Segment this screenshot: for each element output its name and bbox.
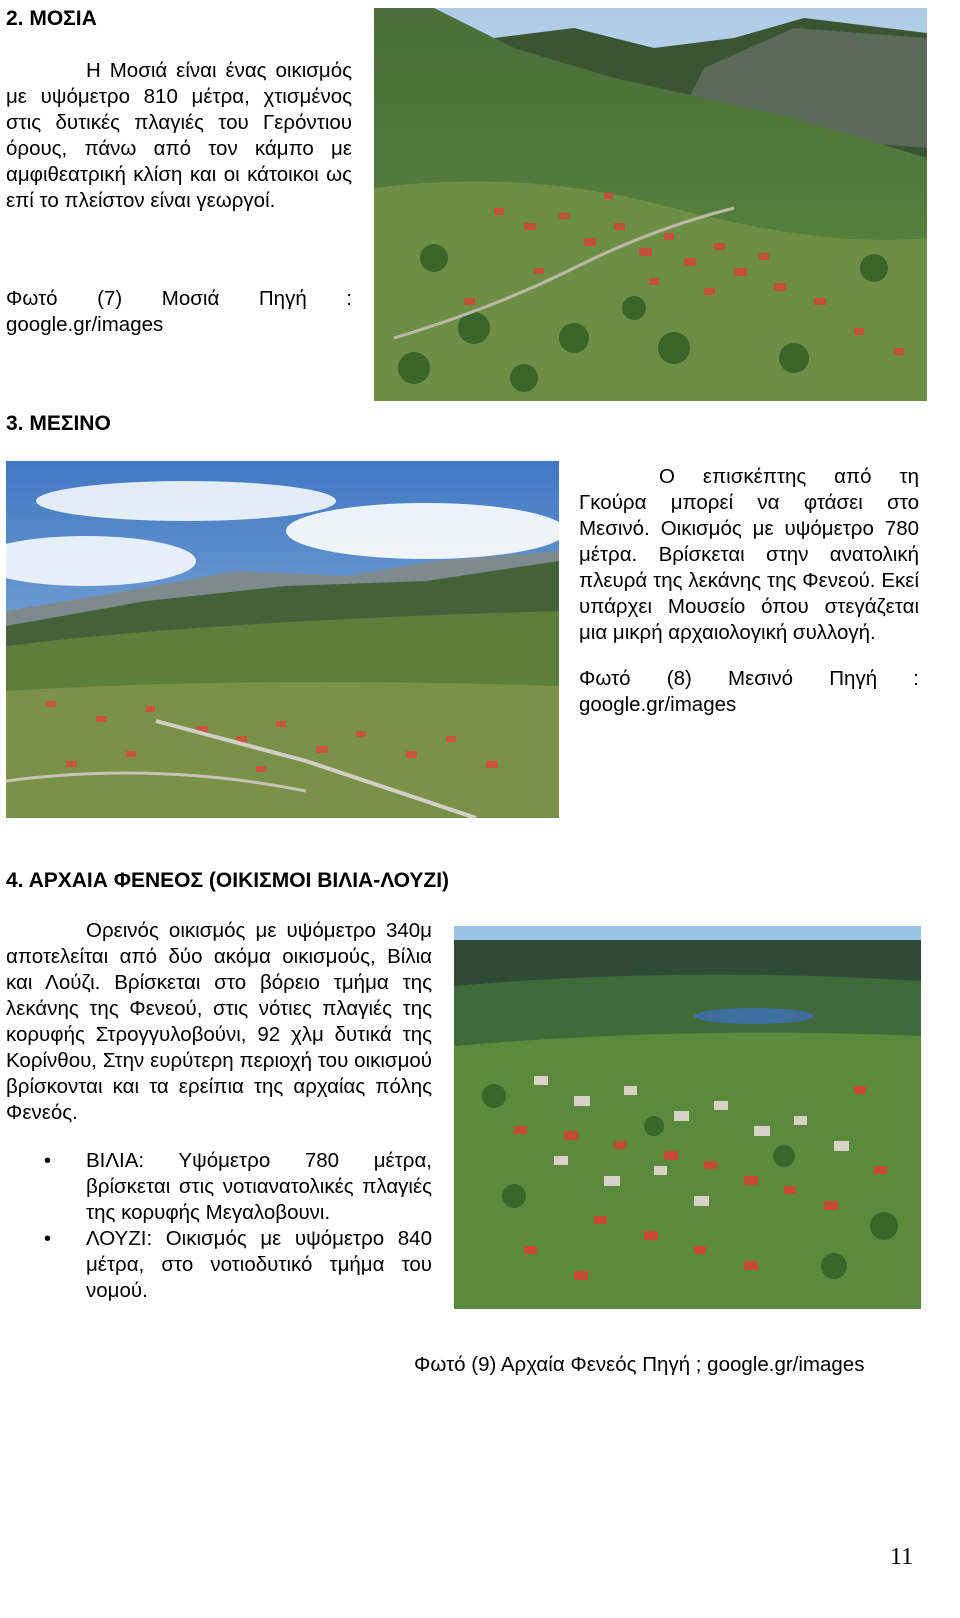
bullet-item-louzi	[6, 1226, 432, 1304]
caption-mesino: Φωτό (8) Μεσινό Πηγή : google.gr/images	[579, 667, 919, 716]
bullet-marker: •	[44, 1228, 52, 1250]
paragraph-mosia: Η Μοσιά είναι ένας οικισμός με υψόμετρο 810 μέτρα, χτισμένος στις δυτικές πλαγιές του Γερόντιου όρους, πάνω από τον κάμπο με αμφιθεατρική κλίση και οι κάτοικοι ως επί το πλείστον είναι γεωργοί.	[6, 59, 352, 212]
bullet-text-louzi: ΛΟΥΖΙ: Οικισμός με υψόμετρο 840 μέτρα, στο νοτιοδυτικό τμήμα του νομού.	[86, 1227, 432, 1302]
section-heading-mosia: 2. ΜΟΣΙΑ	[6, 7, 97, 30]
bullet-marker: •	[44, 1150, 52, 1172]
caption-archaia-feneos: Φωτό (9) Αρχαία Φενεός Πηγή ; google.gr/images	[414, 1353, 865, 1376]
bullet-text-vilia: ΒΙΛΙΑ: Υψόμετρο 780 μέτρα, βρίσκεται στις νοτιανατολικές πλαγιές της κορυφής Μεγαλοβουνι.	[86, 1149, 432, 1224]
photo-archaia-feneos	[454, 926, 921, 1309]
section-heading-archaia-feneos: 4. ΑΡΧΑΙΑ ΦΕΝΕΟΣ (ΟΙΚΙΣΜΟΙ ΒΙΛΙΑ-ΛΟΥΖΙ)	[6, 869, 450, 892]
section-heading-mesino: 3. ΜΕΣΙΝΟ	[6, 412, 111, 435]
paragraph-mesino: Ο επισκέπτης από τη Γκούρα μπορεί να φτάσει στο Μεσινό. Οικισμός με υψόμετρο 780 μέτρα. Βρίσκεται στην ανατολική πλευρά της λεκάνης της Φενεού. Εκεί υπάρχει Μουσείο όπου στεγάζεται μια μικρή αρχαιολογική συλλογή.	[579, 465, 919, 644]
bullet-item-vilia	[6, 1148, 432, 1226]
paragraph-archaia-feneos: Ορεινός οικισμός με υψόμετρο 340μ αποτελείται από δύο ακόμα οικισμούς, Βίλια και Λούζι. Βρίσκεται στο βόρειο τμήμα της λεκάνης της Φενεού, στις νότιες πλαγιές της κορυφής Στρογγυλοβούνι, 92 χλμ δυτικά της Κορίνθου, Στην ευρύτερη περιοχή του οικισμού βρίσκονται και τα ερείπια της αρχαίας πόλης Φενεός.	[6, 919, 432, 1124]
page-number: 11	[890, 1544, 914, 1570]
villages-bullet-list	[6, 1148, 432, 1304]
photo-mesino-village	[6, 461, 559, 818]
caption-mosia: Φωτό (7) Μοσιά Πηγή : google.gr/images	[6, 287, 352, 336]
photo-mosia-village	[374, 8, 927, 401]
